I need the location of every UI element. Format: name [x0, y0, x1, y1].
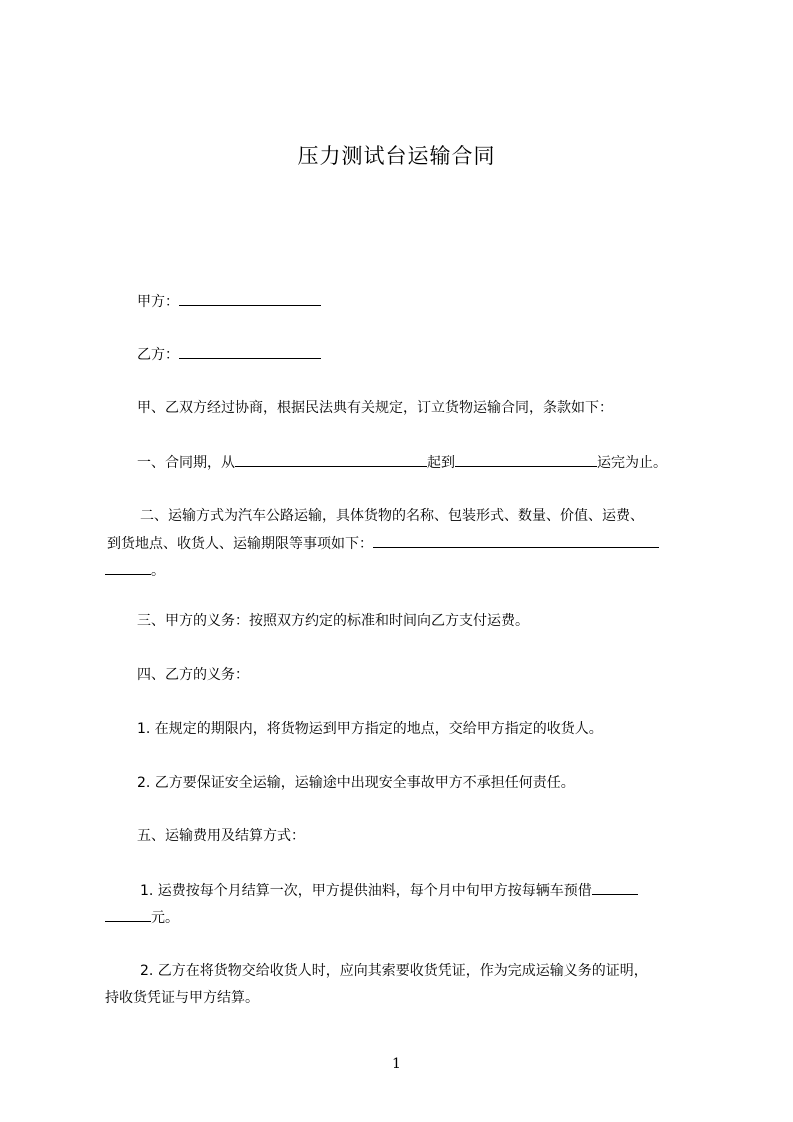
clause-1-start: 一、合同期，从: [137, 455, 235, 471]
contract-end-blank[interactable]: [455, 452, 597, 467]
party-b-blank[interactable]: [179, 344, 321, 359]
transport-details-blank-cont[interactable]: [105, 560, 151, 575]
clause-2-line-3: [105, 560, 165, 581]
advance-amount-blank-cont[interactable]: [105, 907, 151, 922]
page-number: 1: [392, 1056, 401, 1072]
party-a-blank[interactable]: [179, 291, 321, 306]
party-a-label: 甲方：: [137, 294, 179, 310]
party-a-line: [137, 291, 321, 312]
clause-5: 五、运输费用及结算方式：: [137, 828, 305, 844]
clause-4-item-2: 2. 乙方要保证安全运输，运输途中出现安全事故甲方不承担任何责任。: [137, 775, 575, 791]
clause-2-line-2: [107, 533, 659, 554]
intro-paragraph: 甲、乙双方经过协商，根据民法典有关规定，订立货物运输合同，条款如下：: [137, 400, 613, 416]
clause-5-item-1-line-1: [140, 880, 638, 901]
contract-start-blank[interactable]: [235, 452, 427, 467]
clause-2-text: 到货地点、收货人、运输期限等事项如下：: [107, 536, 373, 552]
transport-details-blank[interactable]: [373, 533, 659, 548]
clause-5-item-2-line-1: 2. 乙方在将货物交给收货人时，应向其索要收货凭证，作为完成运输义务的证明，: [140, 963, 648, 979]
clause-4-item-1: 1. 在规定的期限内，将货物运到甲方指定的地点，交给甲方指定的收货人。: [137, 721, 603, 737]
clause-1: [137, 452, 667, 473]
party-b-line: [137, 344, 321, 365]
clause-1-mid: 起到: [427, 455, 455, 471]
clause-5-item-1-text: 1. 运费按每个月结算一次，甲方提供油料，每个月中旬甲方按每辆车预借: [140, 883, 592, 899]
clause-1-end: 运完为止。: [597, 455, 667, 471]
clause-2-line-1: 二、运输方式为汽车公路运输，具体货物的名称、包装形式、数量、价值、运费、: [140, 508, 644, 524]
clause-3: 三、甲方的义务：按照双方约定的标准和时间向乙方支付运费。: [137, 613, 529, 629]
clause-2-end: 。: [151, 563, 165, 579]
clause-4: 四、乙方的义务：: [137, 667, 249, 683]
clause-5-item-2-line-2: 持收货凭证与甲方结算。: [105, 990, 259, 1006]
advance-amount-blank[interactable]: [592, 880, 638, 895]
clause-5-item-1-line-2: [105, 907, 179, 928]
document-title: 压力测试台运输合同: [297, 144, 496, 168]
party-b-label: 乙方：: [137, 347, 179, 363]
clause-5-item-1-end: 元。: [151, 910, 179, 926]
